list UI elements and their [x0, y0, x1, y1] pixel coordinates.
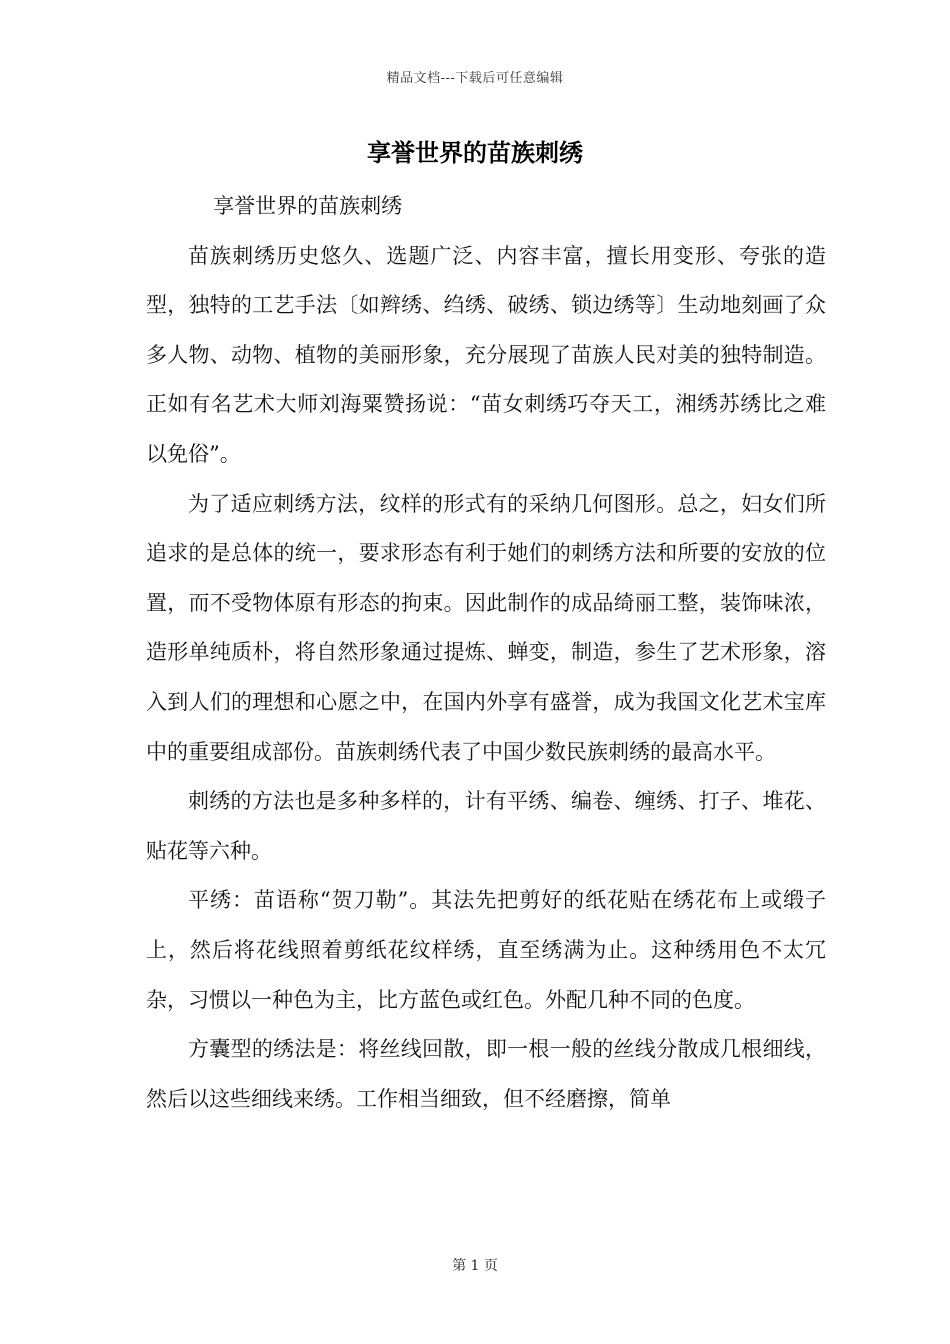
page-number: 第 1 页 [452, 1258, 498, 1274]
paragraph: 苗族刺绣历史悠久、选题广泛、内容丰富，擅长用变形、夸张的造型，独特的工艺手法〔如辫绣、绉绣、破绣、锁边绣等〕生动地刻画了众多人物、动物、植物的美丽形象，充分展现了苗族人民对美的独特制造。正如有名艺术大师刘海粟赞扬说：“苗女刺绣巧夺天工，湘绣苏绣比之难以免俗”。 [146, 243, 826, 466]
document-body [146, 182, 826, 1124]
paragraph: 平绣：苗语称“贺刀勒”。其法先把剪好的纸花贴在绣花布上或缎子上，然后将花线照着剪纸花纹样绣，直至绣满为止。这种绣用色不太冗杂，习惯以一种色为主，比方蓝色或红色。外配几种不同的色度。 [146, 888, 826, 1012]
paragraph: 方囊型的绣法是：将丝线回散，即一根一般的丝线分散成几根细线，然后以这些细线来绣。工作相当细致，但不经磨擦，简单 [146, 1037, 826, 1111]
document-subtitle: 享誉世界的苗族刺绣 [213, 194, 403, 218]
document-title: 享誉世界的苗族刺绣 [367, 138, 583, 167]
paragraph: 为了适应刺绣方法，纹样的形式有的采纳几何图形。总之，妇女们所追求的是总体的统一，要求形态有利于她们的刺绣方法和所要的安放的位置，而不受物体原有形态的拘束。因此制作的成品绮丽工整，装饰味浓，造形单纯质朴，将自然形象通过提炼、蝉变，制造，参生了艺术形象，溶入到人们的理想和心愿之中，在国内外享有盛誉，成为我国文化艺术宝库中的重要组成部份。苗族刺绣代表了中国少数民族刺绣的最高水平。 [146, 491, 826, 764]
paragraph: 刺绣的方法也是多种多样的，计有平绣、编卷、缠绣、打子、堆花、贴花等六种。 [146, 789, 826, 863]
page-header: 精品文档---下载后可任意编辑 [386, 71, 564, 86]
